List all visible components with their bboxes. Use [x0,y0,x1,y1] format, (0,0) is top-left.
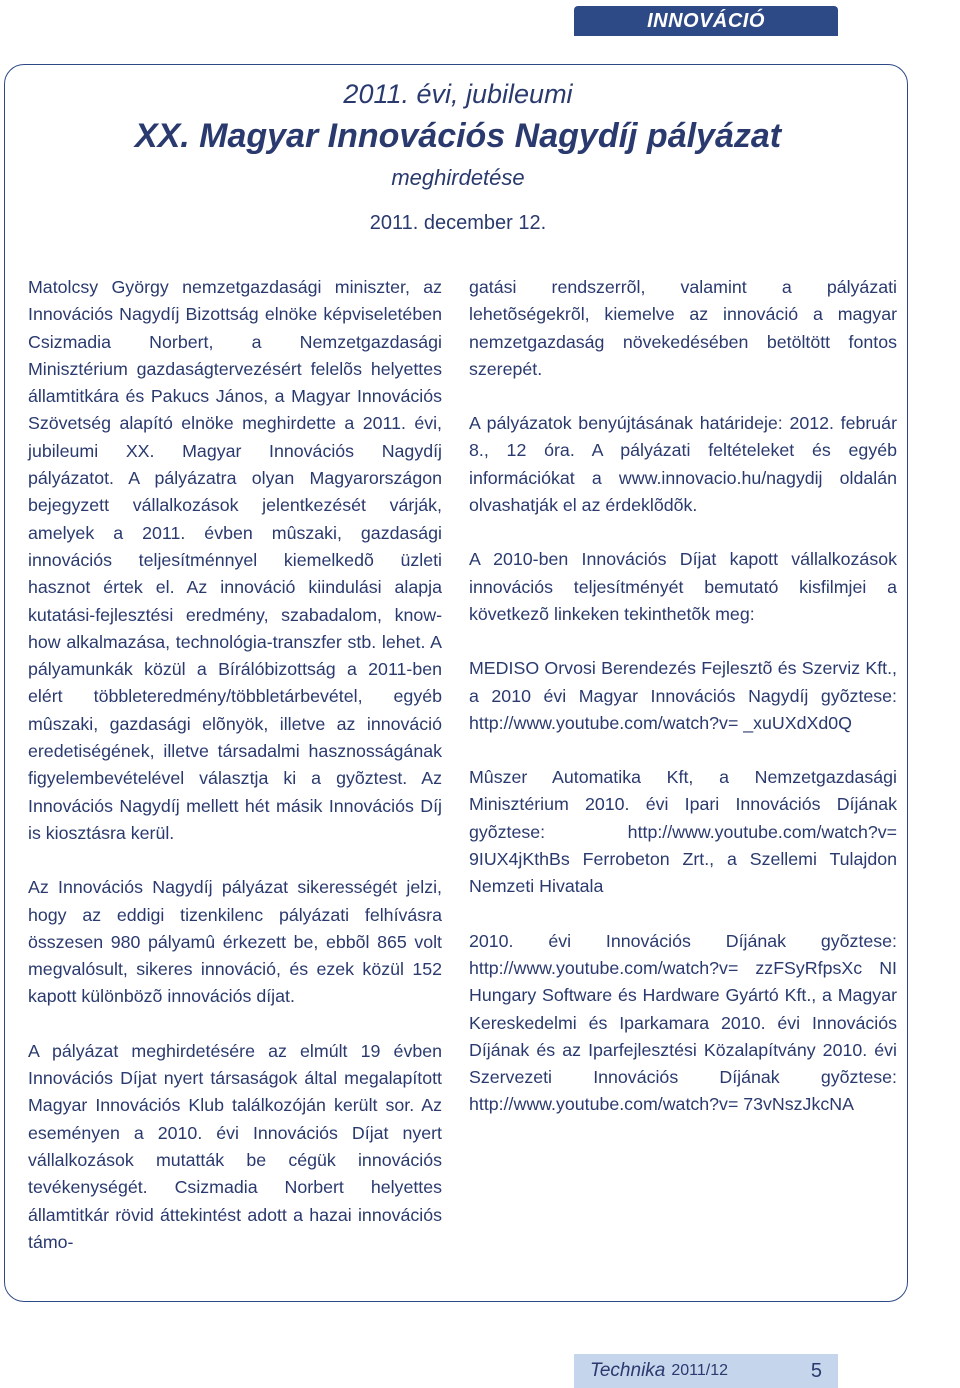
left-column [28,274,442,1283]
paragraph: Az Innovációs Nagydíj pályázat sikerességét jelzi, hogy az eddigi tizenkilenc pályázati felhívásra összesen 980 pályamû érkezett be, ebbõl 865 volt megvalósult, sikeres innováció, és ezek közül 152 kapott különbözõ innovációs díjat. [28,877,442,1007]
issue-number: 2011/12 [671,1362,729,1379]
paragraph: A pályázatok benyújtásának határideje: 2012. február 8., 12 óra. A pályázati feltételeket és egyéb információkat a www.innovacio.hu/nagydij oldalán olvashatják el az érdeklõdõk. [469,413,897,516]
page-number: 5 [810,1359,822,1382]
magazine-name: Technika [590,1360,666,1381]
section-tab: INNOVÁCIÓ [574,6,838,36]
paragraph: gatási rendszerrõl, valamint a pályázati lehetõségekrõl, kiemelve az innováció a magyar nemzetgazdaság növekedésében betöltött fontos szerepét. [469,277,897,379]
paragraph: Matolcsy György nemzetgazdasági miniszter, az Innovációs Nagydíj Bizottság elnöke képviseletében Csizmadia Norbert, a Nemzetgazdasági Minisztérium gazdaságtervezésért felelõs helyettes államtitkára és Pakucs János, a Magyar Innovációs Szövetség alapító elnöke meghirdette a 2011. évi, jubileumi XX. Magyar Innovációs Nagydíj pályázatot. A pályázatra olyan Magyarországon bejegyzett vállalkozások jelentkezését várják, amelyek a 2011. évben mûszaki, gazdasági innovációs teljesítménnyel kiemelkedõ üzleti hasznot értek el. Az innováció kiindulási alapja kutatási-fejlesztési eredmény, szabadalom, know-how alkalmazása, technológia-transzfer stb. lehet. A pályamunkák közül a Bírálóbizottság a 2011-ben elért többleteredmény/többletárbevétel, egyéb mûszaki, gazdasági elõnyök, illetve az innováció eredetiségének, illetve társadalmi hasznosságának figyelembevételével választja ki a gyõztest. Az Innovációs Nagydíj mellett hét másik Innovációs Díj is kiosztásra kerül. [28,277,442,843]
paragraph: Mûszer Automatika Kft, a Nemzetgazdasági Minisztérium 2010. évi Ipari Innovációs Díjának gyõztese: http://www.youtube.com/watch?v= 9IUX4jKthBs Ferrobeton Zrt., a Szellemi Tulajdon Nemzeti Hivatala [469,767,897,897]
paragraph: 2010. évi Innovációs Díjának gyõztese: http://www.youtube.com/watch?v= zzFSyRfpsXc NI Hungary Software és Hardware Gyártó Kft., a Magyar Kereskedelmi és Iparkamara 2010. évi Innovációs Díjának és az Iparfejlesztési Közalapítvány 2010. évi Szervezeti Innovációs Díjának gyõztese: http://www.youtube.com/watch?v= 73vNszJkcNA [469,930,897,1115]
paragraph: A pályázat meghirdetésére az elmúlt 19 évben Innovációs Díjat nyert társaságok által megalapított Magyar Innovációs Klub találkozóján került sor. Az eseményen a 2010. évi Innovációs Díjat nyert vállalkozások mutatták be cégük innovációs tevékenységét. Csizmadia Norbert helyettes államtitkár rövid áttekintést adott a hazai innovációs támo- [28,1040,442,1252]
right-column [469,274,897,1146]
paragraph: MEDISO Orvosi Berendezés Fejlesztõ és Szerviz Kft., a 2010 évi Magyar Innovációs Nagydíj gyõztese: http://www.youtube.com/watch?v= _xuUXdXd0Q [469,658,897,733]
title-year-line: 2011. évi, jubileumi [343,79,573,109]
article-date: 2011. december 12. [369,212,547,234]
paragraph: A 2010-ben Innovációs Díjat kapott vállalkozások innovációs teljesítményét bemutató kisfilmjei a következõ linkeken tekinthetõk meg: [469,549,897,624]
title-subtitle: meghirdetése [391,165,525,190]
page-footer [574,1354,838,1388]
article-title-block [0,76,916,196]
page-title: XX. Magyar Innovációs Nagydíj pályázat [134,117,782,155]
